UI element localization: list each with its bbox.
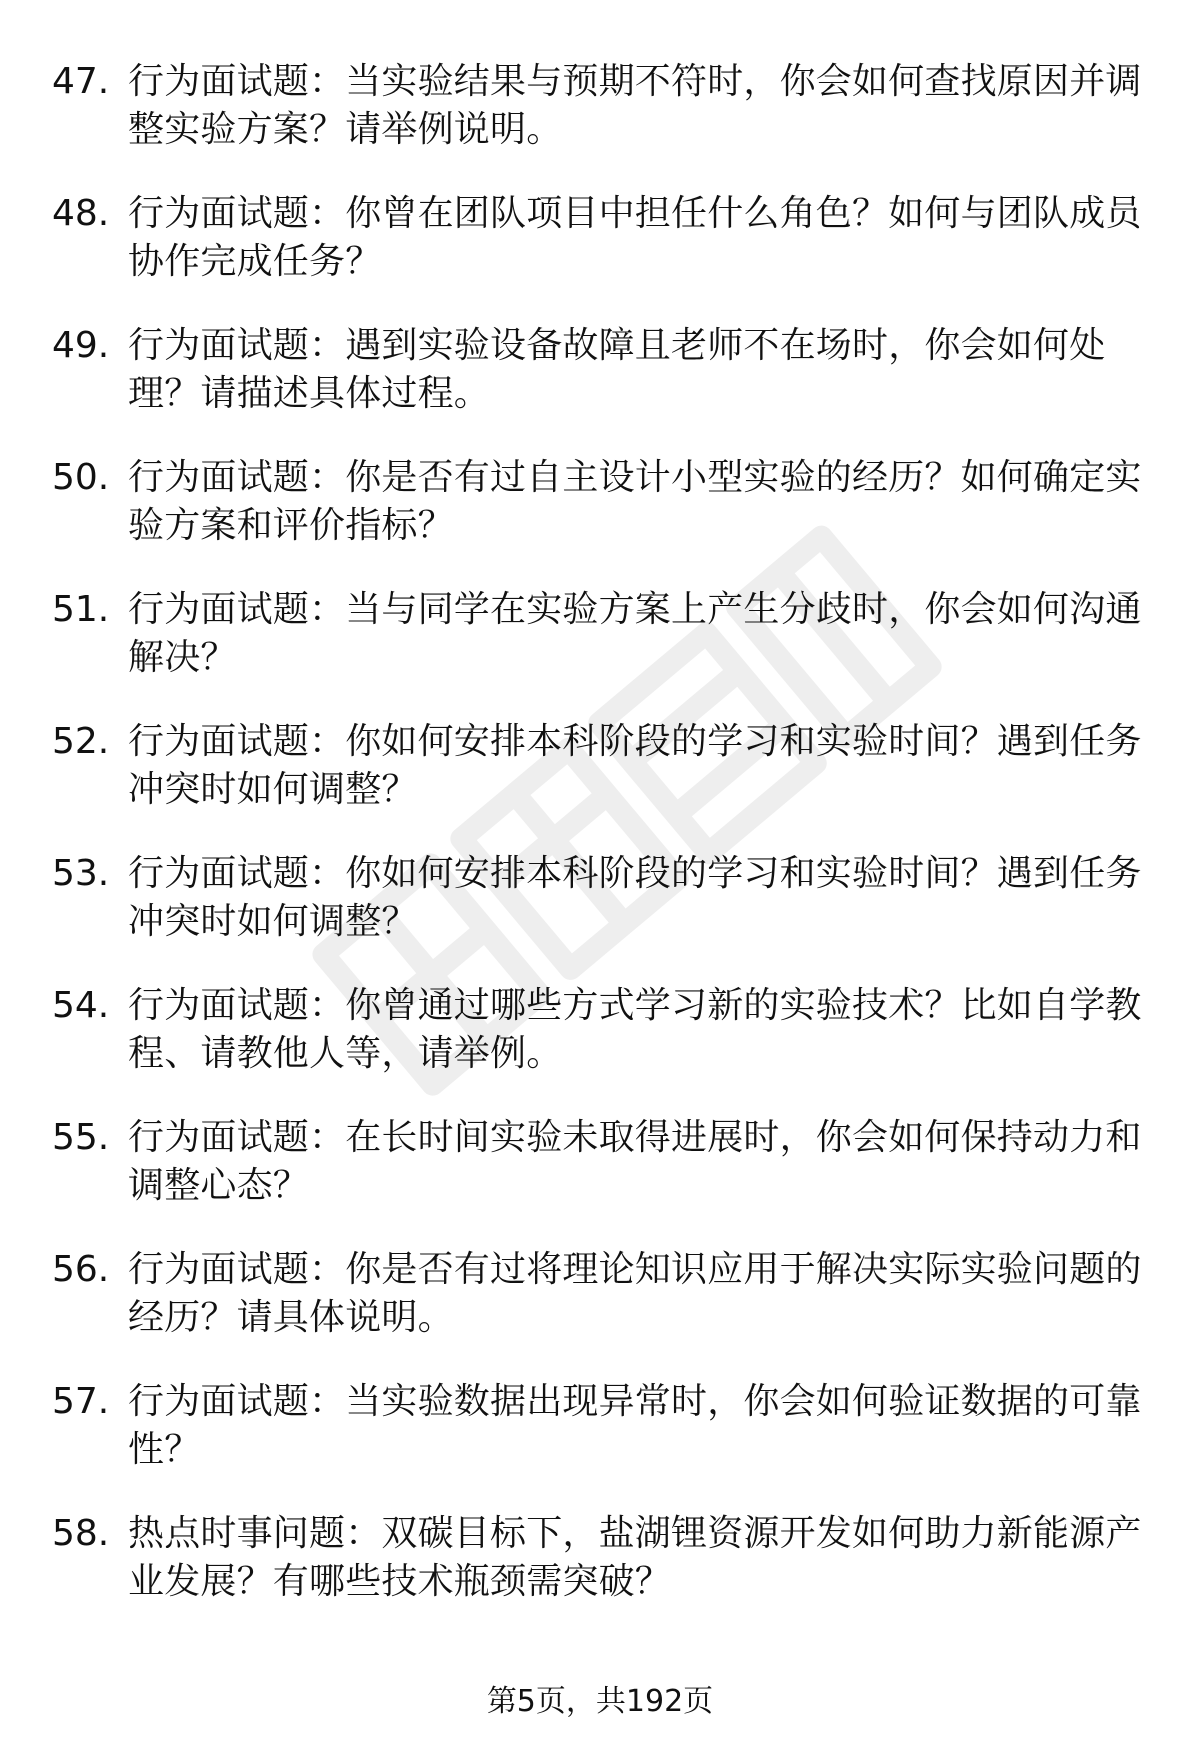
question-text: 行为面试题：当实验数据出现异常时，你会如何验证数据的可靠性？: [128, 1381, 1142, 1470]
list-item: [52, 322, 1152, 418]
question-number: 55.: [52, 1117, 110, 1158]
question-text: 热点时事问题：双碳目标下，盐湖锂资源开发如何助力新能源产业发展？有哪些技术瓶颈需突破？: [128, 1513, 1142, 1602]
question-text: 行为面试题：你如何安排本科阶段的学习和实验时间？遇到任务冲突时如何调整？: [128, 853, 1142, 942]
question-text: 行为面试题：你是否有过将理论知识应用于解决实际实验问题的经历？请具体说明。: [128, 1249, 1142, 1338]
list-item: [52, 1246, 1152, 1342]
list-item: [52, 454, 1152, 550]
question-text: 行为面试题：你如何安排本科阶段的学习和实验时间？遇到任务冲突时如何调整？: [128, 721, 1142, 810]
list-item: [52, 718, 1152, 814]
question-text: 行为面试题：你是否有过自主设计小型实验的经历？如何确定实验方案和评价指标？: [128, 457, 1142, 546]
question-number: 47.: [52, 61, 110, 102]
question-list: [52, 58, 1152, 1642]
question-number: 51.: [52, 589, 110, 630]
question-number: 58.: [52, 1513, 110, 1554]
question-text: 行为面试题：你曾通过哪些方式学习新的实验技术？比如自学教程、请教他人等，请举例。: [128, 985, 1142, 1074]
list-item: [52, 58, 1152, 154]
list-item: [52, 1378, 1152, 1474]
question-text: 行为面试题：当与同学在实验方案上产生分歧时，你会如何沟通解决？: [128, 589, 1142, 678]
question-number: 48.: [52, 193, 110, 234]
list-item: [52, 586, 1152, 682]
list-item: [52, 190, 1152, 286]
list-item: [52, 1114, 1152, 1210]
question-text: 行为面试题：遇到实验设备故障且老师不在场时，你会如何处理？请描述具体过程。: [128, 325, 1106, 414]
question-number: 49.: [52, 325, 110, 366]
question-number: 56.: [52, 1249, 110, 1290]
question-text: 行为面试题：你曾在团队项目中担任什么角色？如何与团队成员协作完成任务？: [128, 193, 1142, 282]
question-number: 54.: [52, 985, 110, 1026]
question-number: 57.: [52, 1381, 110, 1422]
list-item: [52, 850, 1152, 946]
question-text: 行为面试题：在长时间实验未取得进展时，你会如何保持动力和调整心态？: [128, 1117, 1142, 1206]
question-text: 行为面试题：当实验结果与预期不符时，你会如何查找原因并调整实验方案？请举例说明。: [128, 61, 1142, 150]
question-number: 52.: [52, 721, 110, 762]
question-number: 50.: [52, 457, 110, 498]
page-number-footer: 第5页，共192页: [486, 1684, 714, 1719]
list-item: [52, 982, 1152, 1078]
question-number: 53.: [52, 853, 110, 894]
list-item: [52, 1510, 1152, 1606]
